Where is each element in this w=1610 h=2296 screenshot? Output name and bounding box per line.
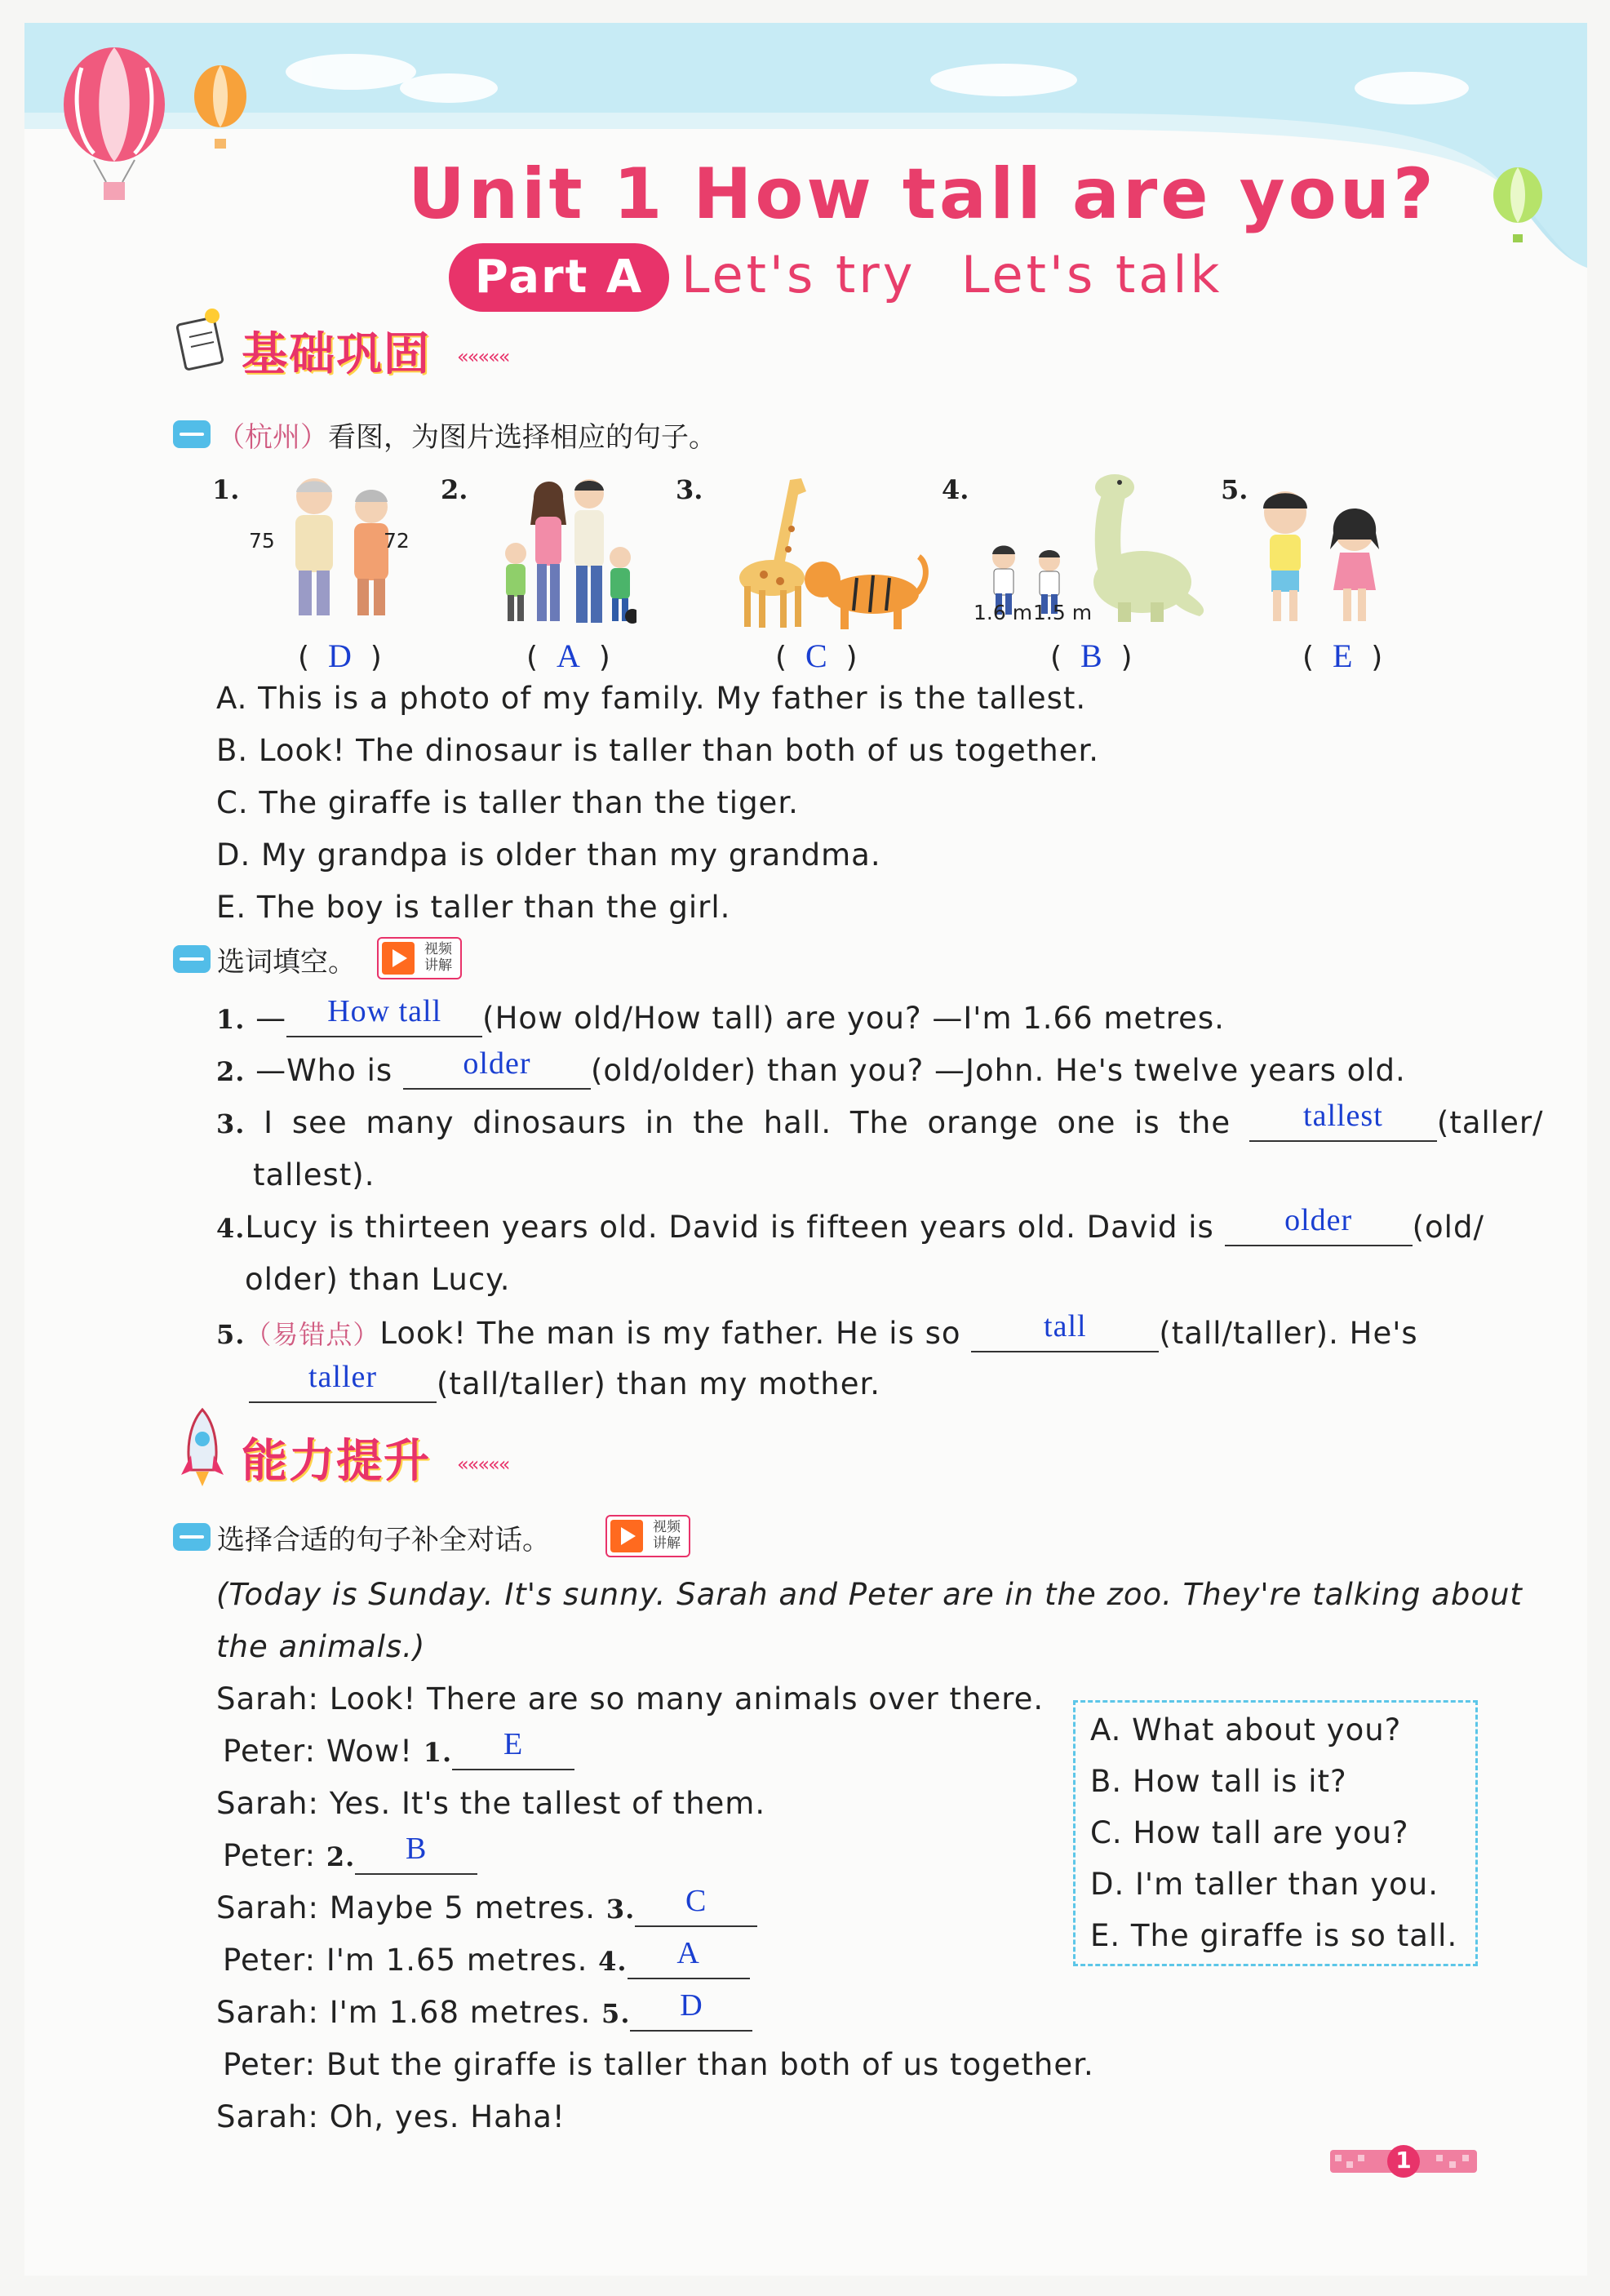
video-label: 视频讲解 [653,1519,681,1552]
boy-girl-picture [1240,484,1404,631]
box-option-d: D. I'm taller than you. [1090,1867,1439,1902]
height-label: 1.6 m [974,601,1033,624]
picture-number: 2. [441,474,468,505]
part-badge: Part A [449,243,669,312]
fill-question-2: 2. —Who is older (old/older) than you? —John. He's twelve years old. [216,1046,1406,1088]
fill-question-5: 5.（易错点）Look! The man is my father. He is so tall (tall/taller). He's [216,1309,1418,1351]
part-subtitle-try: Let's try [681,245,916,304]
exercise-2-instruction: 选词填空。 [217,946,356,979]
box-option-c: C. How tall are you? [1090,1815,1409,1850]
answer-paren: ( E ) [1302,637,1383,674]
dialogue-line: Peter: 2. B [223,1838,477,1875]
answer-blank: C [635,1890,757,1927]
box-option-e: E. The giraffe is so tall. [1090,1918,1458,1953]
option-c: C. The giraffe is taller than the tiger. [216,785,799,820]
fill-question-5-continued: taller (tall/taller) than my mother. [249,1366,880,1403]
video-explain-button[interactable] [605,1515,690,1557]
part-subtitle-talk: Let's talk [961,245,1223,304]
play-icon [382,942,415,975]
answer-blank: taller [249,1366,437,1403]
answer-blank: A [628,1943,750,1979]
exercise-3-badge [173,1523,211,1551]
video-explain-button[interactable] [377,937,462,979]
answer-blank: older [1225,1210,1413,1246]
answer-paren: ( B ) [1050,637,1133,674]
small-balloon-icon [188,64,253,162]
exercise-2-badge [173,945,211,973]
dialogue-line: Sarah: I'm 1.68 metres. 5. D [216,1995,752,2032]
picture-number: 3. [676,474,703,505]
green-balloon-icon [1485,166,1550,255]
answer-blank: tall [971,1316,1159,1352]
dialogue-line: Peter: I'm 1.65 metres. 4. A [223,1943,750,1979]
height-label: 72 [384,529,410,553]
options-box [1073,1700,1478,1966]
family-picture [498,476,636,631]
arrows-decoration: ««««« [457,345,509,368]
exercise-1-badge [173,420,211,448]
arrows-decoration: ««««« [457,1453,509,1476]
rocket-icon [178,1406,227,1488]
workbook-page [24,23,1587,2276]
play-icon [610,1520,643,1552]
dialogue-line: Peter: But the giraffe is taller than both of us together. [223,2047,1094,2082]
option-e: E. The boy is taller than the girl. [216,890,731,925]
dialogue-line: Sarah: Maybe 5 metres. 3. C [216,1890,757,1927]
dialogue-intro: (Today is Sunday. It's sunny. Sarah and Peter are in the zoo. They're talking about [216,1577,1523,1612]
fill-question-3: 3. I see many dinosaurs in the hall. The orange one is the tallest (taller/ [216,1099,1544,1140]
page-number-badge [1330,2145,1477,2178]
video-label: 视频讲解 [424,941,452,974]
exercise-3-instruction: 选择合适的句子补全对话。 [217,1524,550,1557]
notebook-icon [171,304,233,374]
answer-blank: older [403,1053,591,1090]
exercise-1-instruction: （杭州）看图，为图片选择相应的句子。 [217,421,716,454]
giraffe-tiger-picture [726,472,930,635]
section-basic-heading: 基础巩固 [242,328,431,381]
fill-question-4: 4.Lucy is thirteen years old. David is fifteen years old. David is older (old/ [216,1203,1484,1245]
dialogue-line: Peter: Wow! 1. E [223,1734,574,1770]
height-label: 75 [249,529,275,553]
answer-blank: How tall [286,1001,482,1037]
answer-paren: ( D ) [298,637,382,674]
dialogue-line: Sarah: Look! There are so many animals over there. [216,1681,1045,1716]
fill-question-4-continued: older) than Lucy. [245,1262,511,1297]
answer-blank: B [355,1838,477,1875]
dialogue-line: Sarah: Oh, yes. Haha! [216,2099,565,2134]
answer-blank: D [630,1995,752,2032]
answer-paren: ( C ) [775,637,858,674]
answer-paren: ( A ) [526,637,610,674]
fill-question-1: 1. — How tall (How old/How tall) are you? —I'm 1.66 metres. [216,994,1225,1036]
picture-number: 1. [212,474,240,505]
section-advanced-heading: 能力提升 [242,1435,431,1488]
answer-blank: tallest [1249,1105,1437,1142]
unit-title: Unit 1 How tall are you? [408,153,1437,235]
picture-number: 4. [942,474,969,505]
fill-question-3-continued: tallest). [253,1157,375,1192]
answer-blank: E [452,1734,574,1770]
height-label: 1.5 m [1033,601,1093,624]
option-a: A. This is a photo of my family. My father is the tallest. [216,681,1087,716]
page-number: 1 [1395,2147,1412,2174]
option-b: B. Look! The dinosaur is taller than both of us together. [216,733,1100,768]
picture-number: 5. [1221,474,1249,505]
hot-air-balloon-icon [57,47,171,211]
dialogue-line: Sarah: Yes. It's the tallest of them. [216,1786,766,1821]
box-option-a: A. What about you? [1090,1712,1402,1748]
option-d: D. My grandpa is older than my grandma. [216,837,881,873]
dialogue-intro-continued: the animals.) [216,1629,426,1664]
box-option-b: B. How tall is it? [1090,1764,1347,1799]
